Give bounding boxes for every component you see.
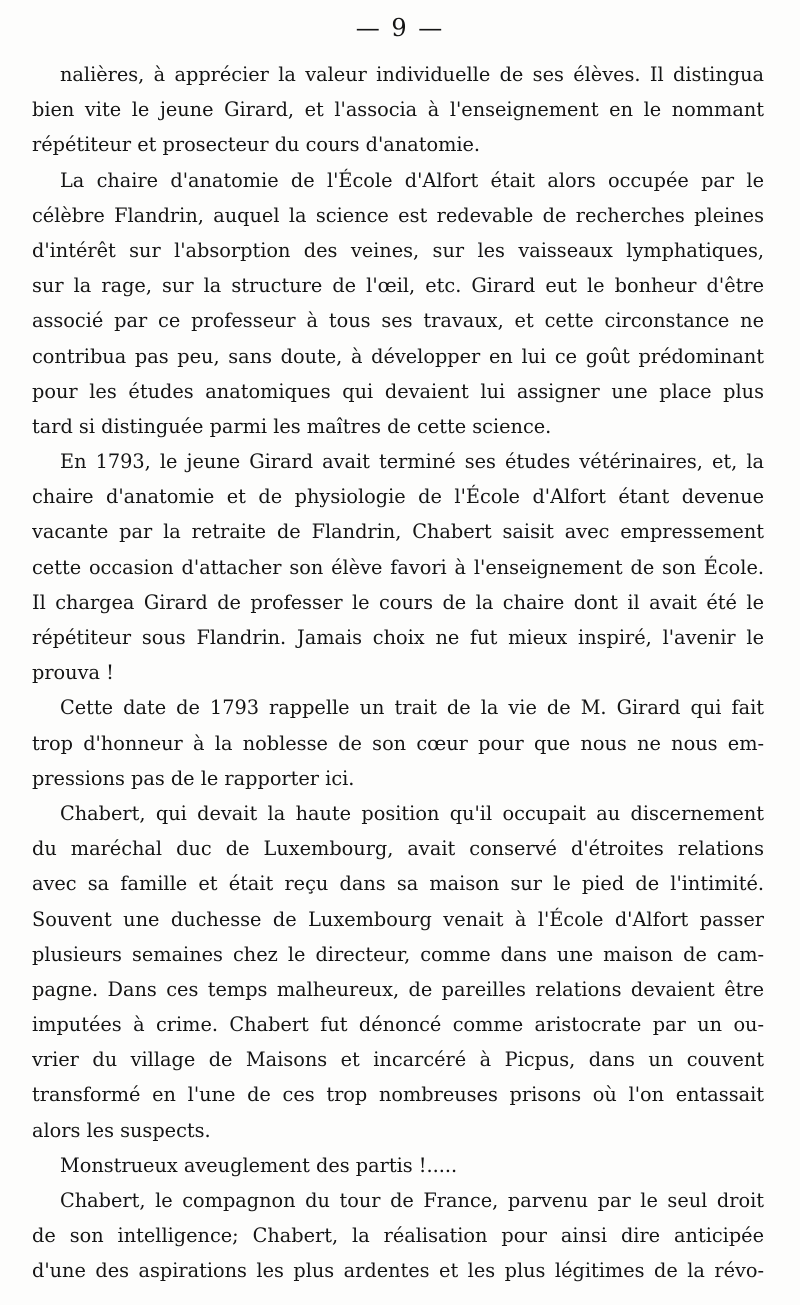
paragraph xyxy=(32,1183,764,1289)
text-line: répétiteur sous Flandrin. Jamais choix ne fut mieux inspiré, l'avenir le xyxy=(32,626,764,649)
paragraph xyxy=(32,57,764,163)
text-line: Cette date de 1793 rappelle un trait de la vie de M. Girard qui fait xyxy=(60,696,764,720)
text-line: tard si distinguée parmi les maîtres de cette science. xyxy=(32,414,552,438)
paragraph xyxy=(32,444,764,690)
paragraph xyxy=(32,796,764,1148)
text-line: alors les suspects. xyxy=(32,1118,211,1142)
text-line: d'intérêt sur l'absorption des veines, sur les vaisseaux lymphatiques, xyxy=(32,238,764,262)
text-line: vacante par la retraite de Flandrin, Chabert saisit avec empressement xyxy=(32,520,764,544)
text-line: contribua pas peu, sans doute, à développer en lui ce goût prédominant xyxy=(32,344,764,368)
text-line: d'une des aspirations les plus ardentes et les plus légitimes de la révo- xyxy=(32,1259,764,1283)
text-line: pagne. Dans ces temps malheureux, de pareilles relations devaient être xyxy=(32,977,764,1001)
text-line: cette occasion d'attacher son élève favori à l'enseignement de son École. xyxy=(32,555,764,579)
text-line: du maréchal duc de Luxembourg, avait conservé d'étroites relations xyxy=(32,837,764,861)
body-text xyxy=(32,57,764,1289)
text-line: Chabert, qui devait la haute position qu'il occupait au discernement xyxy=(60,801,764,825)
text-line: Monstrueux aveuglement des partis !..... xyxy=(60,1153,458,1177)
text-line: Il chargea Girard de professer le cours de la chaire dont il avait été le xyxy=(32,590,764,614)
text-line: célèbre Flandrin, auquel la science est redevable de recherches pleines xyxy=(32,203,764,227)
text-line: En 1793, le jeune Girard avait terminé ses études vétérinaires, et, la xyxy=(60,450,764,474)
text-line: trop d'honneur à la noblesse de son cœur pour que nous ne nous em- xyxy=(32,731,764,755)
text-line: sur la rage, sur la structure de l'œil, etc. Girard eut le bonheur d'être xyxy=(32,274,764,298)
text-line: pour les études anatomiques qui devaient lui assigner une place plus xyxy=(32,379,764,403)
paragraph xyxy=(32,690,764,796)
text-line: plusieurs semaines chez le directeur, comme dans une maison de cam- xyxy=(32,942,764,966)
text-line: prouva ! xyxy=(32,661,114,685)
text-line: avec sa famille et était reçu dans sa maison sur le pied de l'intimité. xyxy=(32,872,764,896)
text-line: associé par ce professeur à tous ses travaux, et cette circonstance ne xyxy=(32,309,764,333)
paragraph xyxy=(32,1148,764,1183)
text-line: La chaire d'anatomie de l'École d'Alfort était alors occupée par le xyxy=(60,168,764,192)
text-line: transformé en l'une de ces trop nombreuses prisons où l'on entassait xyxy=(32,1083,764,1107)
text-line: vrier du village de Maisons et incarcéré à Picpus, dans un couvent xyxy=(32,1048,764,1072)
text-line: Chabert, le compagnon du tour de France, parvenu par le seul droit xyxy=(60,1189,764,1212)
text-line: de son intelligence; Chabert, la réalisation pour ainsi dire anticipée xyxy=(32,1224,764,1248)
page-number: — 9 — xyxy=(355,14,445,42)
text-line: bien vite le jeune Girard, et l'associa à l'enseignement en le nommant xyxy=(32,98,764,122)
text-line: imputées à crime. Chabert fut dénoncé comme aristocrate par un ou- xyxy=(32,1013,764,1037)
paragraph xyxy=(32,163,764,445)
text-line: pressions pas de le rapporter ici. xyxy=(32,766,355,790)
text-line: nalières, à apprécier la valeur individuelle de ses élèves. Il distingua xyxy=(60,63,764,86)
text-line: Souvent une duchesse de Luxembourg venait à l'École d'Alfort passer xyxy=(32,907,764,931)
text-line: chaire d'anatomie et de physiologie de l'École d'Alfort étant devenue xyxy=(32,485,764,509)
text-line: répétiteur et prosecteur du cours d'anatomie. xyxy=(32,133,481,157)
